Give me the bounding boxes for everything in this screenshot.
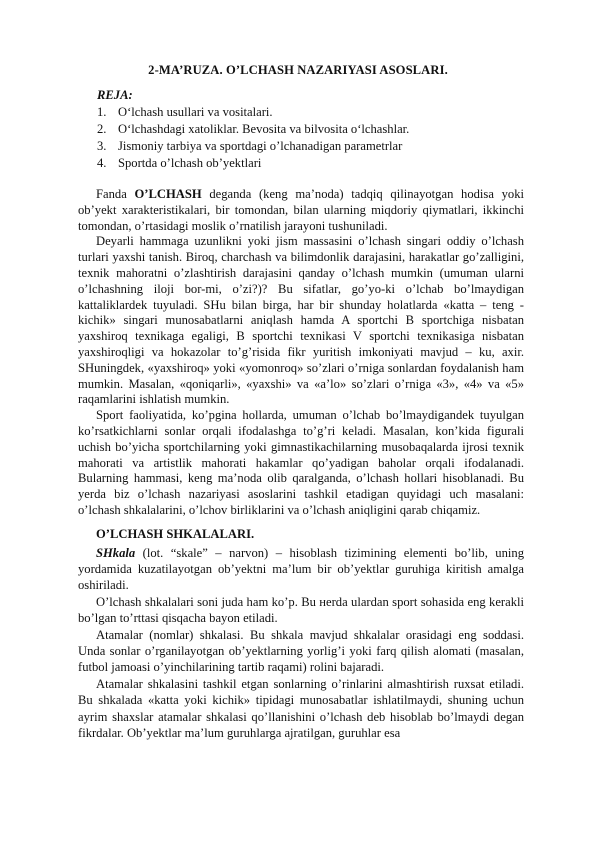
- paragraph: O’lchash shkalalari soni juda ham ko’p. Bu нerda ulardan sport sohasida eng kerakli bo’lgan to’rttasi qisqacha bayon etiladi.: [78, 594, 524, 626]
- plan-item-text: Jismoniy tarbiya va sportdagi o’lchanadigan parametrlar: [118, 139, 403, 153]
- plan-item: [97, 104, 409, 121]
- plan-item: [97, 155, 409, 172]
- plan-item-number: 2.: [97, 122, 107, 136]
- plan-item-number: 1.: [97, 105, 107, 119]
- paragraph-definition: [78, 187, 524, 234]
- plan-list: [97, 104, 409, 172]
- paragraph-text: deganda (keng ma’noda) tadqiq qilinayotgan hodisa yoki ob’yekt xarakteristikalari, bir tomondan, bilan ularning miqdoriy qiymatlari, ikkinchi tomondan, o’rtasidagi moslik o’rnatilish jarayoni tushuniladi.: [78, 187, 524, 233]
- paragraph: Sport faoliyatida, ko’pgina hollarda, umuman o’lchab bo’lmaydigandek tuyulgan ko’rsatkichlarni sonlar orqali ifodalashga to’g’ri keladi. Masalan, kon’kida figurali uchish bo’yicha sportchilarning yoki gimnastikachilarning musobaqalarda ijrosi texnik mahorati va artistlik mahorati hakamlar qo’yadigan baholar orqali ifodalanadi. Bularning hammasi, keng ma’noda olib qaralganda, o’lchash hollari hisoblanadi. Bu yerda biz o’lchash nazariyasi asoslarini tashkil etadigan quyidagi uch masalani: o’lchash shkalalarini, o’lchov birliklarini va o’lchash aniqligini qarab chiqamiz.: [78, 408, 524, 517]
- body-text: [78, 187, 524, 741]
- plan-item: [97, 138, 409, 155]
- paragraph-scale-definition: [78, 545, 524, 594]
- paragraph: Atamalar (nomlar) shkalasi. Bu shkala mavjud shkalalar orasidagi eng soddasi. Unda sonlar o’rganilayotgan ob’yektlarning yorlig’i yoki farq qilish alomati (masalan, futbol jamoasi o’yinchilarining tartib raqami) rolini bajaradi.: [78, 627, 524, 675]
- plan-item-text: O‘lchash usullari va vositalari.: [118, 105, 273, 119]
- lecture-title: 2-MA’RUZA. O’LCHASH NAZARIYASI ASOSLARI.: [148, 63, 448, 77]
- plan-heading: REJA:: [97, 88, 133, 102]
- section-heading: O’LCHASH SHKALALARI.: [96, 526, 255, 541]
- plan-item: [97, 121, 409, 138]
- plan-item-text: O‘lchashdagi xatoliklar. Bevosita va bilvosita o‘lchashlar.: [118, 122, 410, 136]
- term-shkala: SHkala: [96, 545, 136, 560]
- paragraph: Deyarli hammaga uzunlikni yoki jism massasini o’lchash singari oddiy o’lchash turlari yaxshi tanish. Biroq, charchash va bilimdonlik darajasini, harakatlar go’zalligini, texnik mahoratni o’zlashtirish darajasini qanday o’lchash mumkin (umuman ularni o’lchashning iloji bor-mi, o’zi?)? Bu sifatlar, go’yo-ki o’lchab bo’lmaydigan kattaliklardek tuyuladi. SHu bilan birga, har bir shunday holatlarda «katta – teng - kichik» singari munosabatlarni aniqlash hamda A sportchi B sportchiga nisbatan yaxshiroq texnikaga egaligi, B sportchi texnikasi V sportchi texnikasiga nisbatan yaxshiroqligi va hokazolar to’g’risida fikr yuritish imkoniyati mavjud – ku, axir. SHuningdek, «yaxshiroq» yoki «yomonroq» so’zlari o’rniga sonlardan foydalanish ham mumkin. Masalan, «qoniqarli», «yaxshi» va «a’lo» so’zlari o’rniga «3», «4» va «5» raqamlarini ishlatish mumkin.: [78, 234, 524, 407]
- paragraph-text: (lot. “skale” – narvon) – hisoblash tizimining elementi bo’lib, uning yordamida kuzatilayotgan ob’yektni ma’lum bir ob’yektlar guruhiga kiritish amalga oshiriladi.: [78, 545, 524, 593]
- plan-item-text: Sportda o’lchash ob’yektlari: [118, 156, 262, 170]
- plan-item-number: 4.: [97, 156, 107, 170]
- plan-item-number: 3.: [97, 139, 107, 153]
- section-scales: [78, 545, 524, 742]
- term-olchash: O’LCHASH: [134, 187, 202, 201]
- paragraph-text: Fanda: [96, 187, 135, 201]
- paragraph: Atamalar shkalasini tashkil etgan sonlarning o’rinlarini almashtirish ruxsat etiladi. Bu shkalada «katta yoki kichik» tipidagi munosabatlar ishlatilmaydi, shuning uchun ayrim shaxslar atamalar shkalasi qo’llanishini o’lchash deb hisoblab bo’lmaydi degan fikrdalar. Ob’yektlar ma’lum guruhlarga ajratilgan, guruhlar esa: [78, 676, 524, 740]
